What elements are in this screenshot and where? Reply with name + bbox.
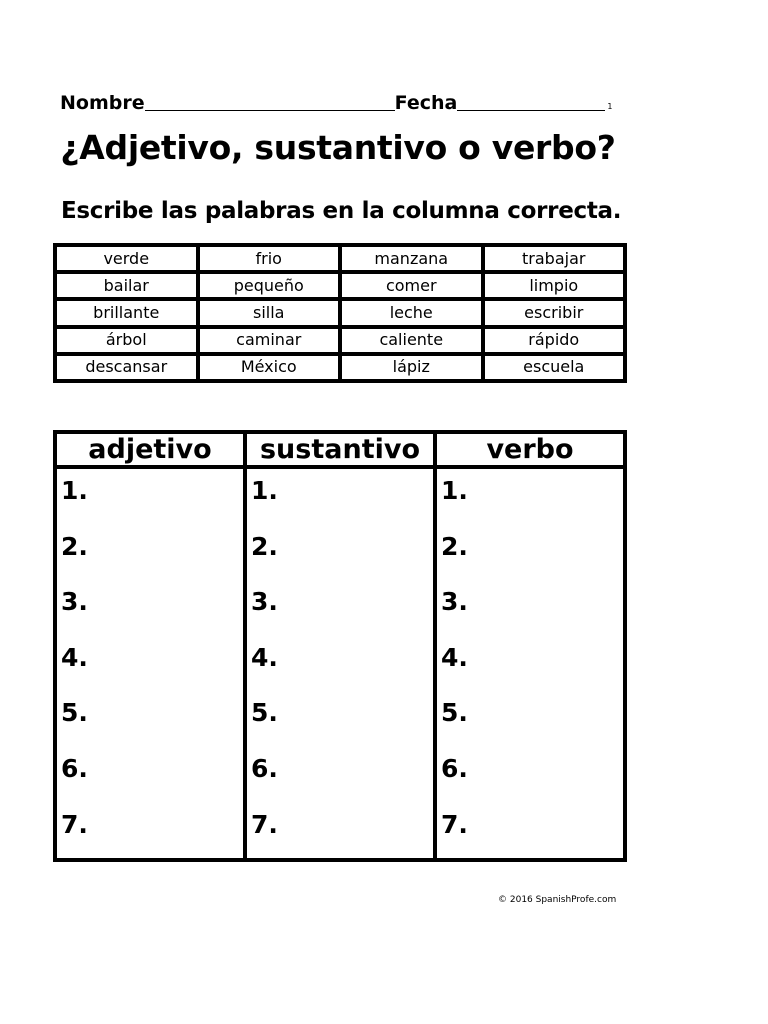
- column-answers[interactable]: [57, 469, 243, 860]
- answer-number: 7.: [441, 809, 468, 839]
- answer-number: 2.: [251, 531, 278, 561]
- worksheet-title: ¿Adjetivo, sustantivo o verbo?: [60, 128, 616, 167]
- word-bank-cell: frio: [200, 247, 339, 270]
- word-bank-cell: escuela: [485, 356, 624, 379]
- sorting-table: [53, 430, 627, 862]
- word-bank-cell: manzana: [342, 247, 481, 270]
- answer-number: 5.: [441, 698, 468, 728]
- answer-number: 4.: [441, 642, 468, 672]
- name-label: Nombre: [60, 92, 145, 114]
- word-bank-cell: caminar: [200, 329, 339, 352]
- word-bank-cell: árbol: [57, 329, 196, 352]
- answer-number: 5.: [61, 698, 88, 728]
- word-bank-cell: comer: [342, 274, 481, 297]
- word-bank-cell: bailar: [57, 274, 196, 297]
- column-adjetivo: [57, 434, 247, 858]
- answer-number: 1.: [251, 476, 278, 505]
- page-number: 1: [607, 102, 613, 111]
- column-heading: verbo: [437, 434, 623, 469]
- answer-number: 2.: [61, 531, 88, 561]
- answer-number: 7.: [61, 809, 88, 839]
- column-answers[interactable]: [247, 469, 433, 860]
- word-bank-cell: brillante: [57, 301, 196, 324]
- answer-number: 6.: [251, 753, 278, 783]
- word-bank-cell: descansar: [57, 356, 196, 379]
- date-blank[interactable]: [457, 90, 605, 111]
- word-bank-cell: verde: [57, 247, 196, 270]
- word-bank-cell: escribir: [485, 301, 624, 324]
- copyright-notice: © 2016 SpanishProfe.com: [498, 895, 617, 905]
- instructions: Escribe las palabras en la columna correcta.: [61, 198, 622, 224]
- column-heading: sustantivo: [247, 434, 433, 469]
- answer-number: 4.: [61, 642, 88, 672]
- word-bank-cell: trabajar: [485, 247, 624, 270]
- answer-number: 3.: [61, 587, 88, 617]
- column-heading: adjetivo: [57, 434, 243, 469]
- word-bank-cell: leche: [342, 301, 481, 324]
- column-sustantivo: [247, 434, 437, 858]
- word-bank-cell: pequeño: [200, 274, 339, 297]
- word-bank: [53, 243, 627, 383]
- name-blank[interactable]: [145, 90, 395, 111]
- word-bank-cell: limpio: [485, 274, 624, 297]
- word-bank-cell: caliente: [342, 329, 481, 352]
- answer-number: 5.: [251, 698, 278, 728]
- word-bank-cell: México: [200, 356, 339, 379]
- answer-number: 3.: [441, 587, 468, 617]
- word-bank-cell: silla: [200, 301, 339, 324]
- column-answers[interactable]: [437, 469, 623, 860]
- answer-number: 6.: [441, 753, 468, 783]
- answer-number: 1.: [441, 476, 468, 505]
- answer-number: 7.: [251, 809, 278, 839]
- answer-number: 1.: [61, 476, 88, 505]
- column-verbo: [437, 434, 623, 858]
- date-label: Fecha: [394, 92, 458, 114]
- word-bank-cell: lápiz: [342, 356, 481, 379]
- answer-number: 4.: [251, 642, 278, 672]
- answer-number: 3.: [251, 587, 278, 617]
- word-bank-cell: rápido: [485, 329, 624, 352]
- answer-number: 2.: [441, 531, 468, 561]
- answer-number: 6.: [61, 753, 88, 783]
- name-date-line: [60, 86, 620, 114]
